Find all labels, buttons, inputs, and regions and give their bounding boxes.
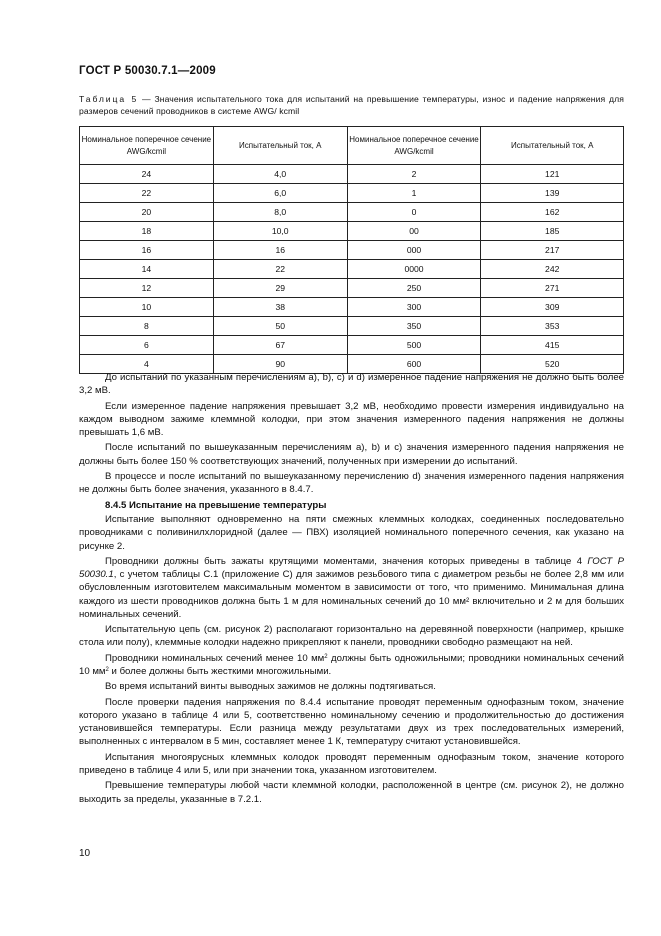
table-row	[80, 222, 624, 241]
table-cell: 50	[213, 317, 347, 336]
table-cell: 16	[213, 241, 347, 260]
table-cell: 20	[80, 203, 214, 222]
paragraph: После проверки падения напряжения по 8.4.4 испытание проводят переменным однофазным током, значение которого указано в таблице 4 или 5, соответственно номинальному сечению и продолжительностью до достижения установившейся температуры. Если разница между результатами двух из трех последовательных измерений, выполненных с интервалом в 5 мин, составляет менее 1 К, температуру считают установившейся.	[79, 696, 624, 748]
table-cell: 500	[347, 336, 481, 355]
paragraph: В процессе и после испытаний по вышеуказанному перечислению d) значения измеренного падения напряжения не должны быть более значения, указанного в 8.4.7.	[79, 470, 624, 496]
paragraph-part: должны быть одножильными; проводники номинальных сечений 10 мм	[79, 652, 624, 678]
column-header-awg-left: Номинальное поперечное сечение AWG/kcmil	[80, 127, 214, 165]
page-number: 10	[79, 848, 91, 859]
paragraph-part: Проводники номинальных сечений менее 10 мм	[105, 652, 325, 664]
table-row	[80, 203, 624, 222]
table-cell: 309	[481, 298, 624, 317]
table-cell: 0	[347, 203, 481, 222]
superscript: 2	[105, 667, 109, 674]
table-cell: 242	[481, 260, 624, 279]
table-cell: 8	[80, 317, 214, 336]
table-caption-text: — Значения испытательного тока для испытаний на превышение температуры, износ и падение напряжения для размеров сечений проводников в системе AWG/ kcmil	[79, 94, 625, 116]
table-row	[80, 241, 624, 260]
table-cell: 520	[481, 355, 624, 374]
table-cell: 10,0	[213, 222, 347, 241]
table-row	[80, 165, 624, 184]
table-cell: 8,0	[213, 203, 347, 222]
column-header-awg-right: Номинальное поперечное сечение AWG/kcmil	[347, 127, 481, 165]
table-cell: 250	[347, 279, 481, 298]
document-code-header: ГОСТ Р 50030.7.1—2009	[79, 65, 216, 77]
standard-reference: ГОСТ Р 50030.1	[79, 556, 624, 581]
paragraph: Превышение температуры любой части клеммной колодки, расположенной в центре (см. рисунок 2), не должно выходить за пределы, указанные в 7.2.1.	[79, 780, 624, 805]
table-cell: 38	[213, 298, 347, 317]
table-cell: 6	[80, 336, 214, 355]
paragraph: Испытания многоярусных клеммных колодок проводят переменным однофазным током, значение которого приведено в таблице 4 или 5, или при значении тока, указанном изготовителем.	[79, 751, 624, 777]
superscript: 2	[324, 653, 328, 660]
table-cell: 18	[80, 222, 214, 241]
table-row	[80, 298, 624, 317]
table-cell: 353	[481, 317, 624, 336]
table-row	[80, 317, 624, 336]
table-cell: 2	[347, 165, 481, 184]
table-cell: 22	[80, 184, 214, 203]
table-cell: 16	[80, 241, 214, 260]
test-current-table	[79, 126, 624, 374]
paragraph: Во время испытаний винты выводных зажимов не должны подтягиваться.	[105, 681, 436, 693]
table-row	[80, 184, 624, 203]
table-cell: 0000	[347, 260, 481, 279]
table-cell: 1	[347, 184, 481, 203]
table-cell: 4	[80, 355, 214, 374]
table-cell: 12	[80, 279, 214, 298]
paragraph-part: Проводники должны быть зажаты крутящими моментами, значения которых приведены в таблице 4	[105, 556, 588, 568]
table-cell: 600	[347, 355, 481, 374]
table-cell: 14	[80, 260, 214, 279]
table-cell: 22	[213, 260, 347, 279]
body-text	[79, 371, 624, 808]
table-cell: 90	[213, 355, 347, 374]
paragraph: Испытание выполняют одновременно на пяти смежных клеммных колодках, соединенных последовательно проводниками с поливинилхлоридной (далее — ПВХ) изоляцией номинального поперечного сечения, как указано на рисунке 2.	[79, 514, 624, 552]
table-cell: 185	[481, 222, 624, 241]
table-cell: 271	[481, 279, 624, 298]
table-cell: 000	[347, 241, 481, 260]
paragraph-part: и более должны быть жесткими многожильными.	[108, 666, 332, 678]
table-row	[80, 336, 624, 355]
table-row	[80, 279, 624, 298]
paragraph	[79, 555, 624, 621]
section-heading: 8.4.5 Испытание на превышение температуры	[105, 499, 327, 511]
table-cell: 00	[347, 222, 481, 241]
table-cell: 121	[481, 165, 624, 184]
table-cell: 139	[481, 184, 624, 203]
table-caption-label: Таблица 5	[79, 94, 139, 104]
paragraph-part: , с учетом таблицы С.1 (приложение С) для зажимов резьбового типа с диаметром резьбы не более 2,8 мм или обусловленным изготовителем максимальным моментом в зависимости от того, что применимо. Минимальная длина каждого из шести проводников должна быть 1 м для номинальных сечений до 10 мм² включительно и 2 м для больших номинальных сечений.	[79, 569, 624, 620]
table-row	[80, 260, 624, 279]
column-header-current-left: Испытательный ток, А	[213, 127, 347, 165]
table-caption	[79, 93, 624, 117]
paragraph	[79, 652, 624, 678]
table-cell: 4,0	[213, 165, 347, 184]
table-cell: 162	[481, 203, 624, 222]
table-header-row	[80, 127, 624, 165]
table-cell: 415	[481, 336, 624, 355]
table-cell: 24	[80, 165, 214, 184]
table-cell: 6,0	[213, 184, 347, 203]
table-cell: 10	[80, 298, 214, 317]
paragraph: После испытаний по вышеуказанным перечислениям a), b) и c) значения измеренного падения напряжения не должны быть более 150 % соответствующих значений, полученных при измерении до испытаний.	[79, 442, 624, 467]
table-cell: 67	[213, 336, 347, 355]
table-cell: 29	[213, 279, 347, 298]
paragraph: Испытательную цепь (см. рисунок 2) располагают горизонтально на деревянной поверхности (например, крышке стола или полу), клеммные колодки надежно прикрепляют к панели, проводники свободно размещают на ней.	[79, 624, 624, 649]
table-cell: 217	[481, 241, 624, 260]
table-cell: 300	[347, 298, 481, 317]
paragraph: Если измеренное падение напряжения превышает 3,2 мВ, необходимо провести измерения индивидуально на каждом выводном зажиме клеммной колодки, при этом значения измеренного падения напряжения не должны превышать 1,6 мВ.	[79, 400, 624, 438]
paragraph: До испытаний по указанным перечислениям a), b), c) и d) измеренное падение напряжения не должно быть более 3,2 мВ.	[79, 372, 624, 397]
column-header-current-right: Испытательный ток, А	[481, 127, 624, 165]
table-cell: 350	[347, 317, 481, 336]
